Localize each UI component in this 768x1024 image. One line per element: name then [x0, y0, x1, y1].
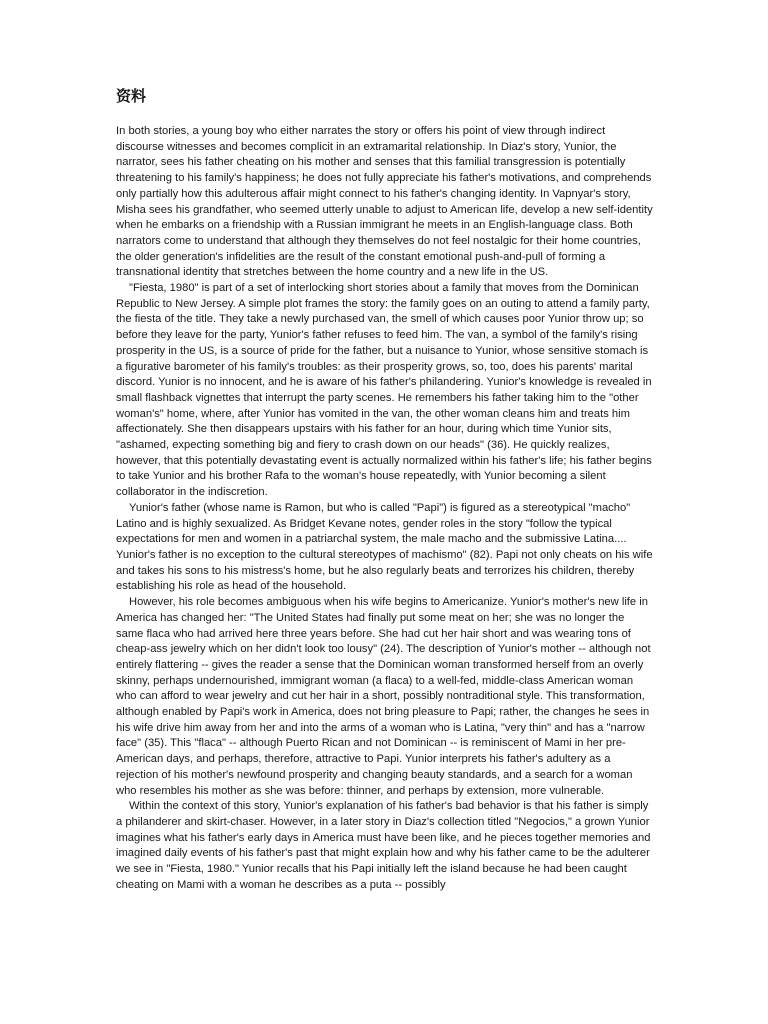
document-page: [116, 86, 654, 893]
document-body: [116, 124, 654, 893]
paragraph-4: However, his role becomes ambiguous when his wife begins to Americanize. Yunior's mother's new life in America has changed her: "The United States had finally put some meat on her; she was no longer the same flaca who had arrived here three years before. She had cut her hair short and was wearing tons of cheap-ass jewelry which on her didn't look too lousy" (24). The description of Yunior's mother -- although not entirely flattering -- gives the reader a sense that the Dominican woman transformed herself from an overly skinny, perhaps undernourished, immigrant woman (a flaca) to a well-fed, middle-class American woman who can afford to wear jewelry and cut her hair in a short, possibly nontraditional style. This transformation, although enabled by Papi's work in America, does not bring pleasure to Papi; rather, the changes he sees in his wife drive him away from her and into the arms of a woman who is Latina, "very thin" and has a "narrow face" (35). This "flaca" -- although Puerto Rican and not Dominican -- is reminiscent of Mami in her pre-American days, and perhaps, therefore, attractive to Papi. Yunior interprets his father's adultery as a rejection of his mother's newfound prosperity and changing beauty standards, and a search for a woman who resembles his mother as she was before: thinner, and perhaps by extension, more vulnerable.: [116, 596, 651, 797]
paragraph-2: "Fiesta, 1980" is part of a set of interlocking short stories about a family that moves from the Dominican Republic to New Jersey. A simple plot frames the story: the family goes on an outing to attend a family party, the fiesta of the title. They take a newly purchased van, the smell of which causes poor Yunior throw up; so before they leave for the party, Yunior's father refuses to feed him. The van, a symbol of the family's rising prosperity in the US, is a source of pride for the father, but a nuisance to Yunior, whose sensitive stomach is a figurative barometer of his family's troubles: as their prosperity grows, so, too, does his parents' marital discord. Yunior is no innocent, and he is aware of his father's philandering. Yunior's knowledge is revealed in small flashback vignettes that interrupt the party scenes. He remembers his father taking him to the "other woman's" home, where, after Yunior has vomited in the van, the other woman cleans him and treats him affectionately. She then disappears upstairs with his father for an hour, during which time Yunior sits, "ashamed, expecting something big and fiery to crash down on our heads" (36). He quickly realizes, however, that this potentially devastating event is actually normalized within his father's life; his father begins to take Yunior and his brother Rafa to the woman's house repeatedly, with Yunior becoming a silent collaborator in the indiscretion.: [116, 282, 652, 499]
document-title: 资料: [116, 87, 147, 105]
paragraph-3: Yunior's father (whose name is Ramon, but who is called "Papi") is figured as a stereotypical "macho" Latino and is highly sexualized. As Bridget Kevane notes, gender roles in the story "follow the typical expectations for men and women in a patriarchal system, the male macho and the submissive Latina.... Yunior's father is no exception to the cultural stereotypes of machismo" (82). Papi not only cheats on his wife and takes his sons to his mistress's home, but he also regularly beats and terrorizes his children, thereby establishing his role as head of the household.: [116, 501, 653, 593]
paragraph-1: In both stories, a young boy who either narrates the story or offers his point of view through indirect discourse witnesses and becomes complicit in an extramarital relationship. In Diaz's story, Yunior, the narrator, sees his father cheating on his mother and senses that this familial transgression is potentially threatening to his family's happiness; he does not fully appreciate his father's motivations, and comprehends only partially how this adulterous affair might connect to his father's changing identity. In Vapnyar's story, Misha sees his grandfather, who seemed utterly unable to adjust to American life, develop a new self-identity when he embarks on a friendship with a Russian immigrant he meets in an English-language class. Both narrators come to understand that although they themselves do not feel nostalgic for their home countries, the older generation's infidelities are the result of the constant emotional push-and-pull of forming a transnational identity that stretches between the home country and a new life in the US.: [116, 125, 653, 279]
paragraph-5: Within the context of this story, Yunior's explanation of his father's bad behavior is that his father is simply a philanderer and skirt-chaser. However, in a later story in Diaz's collection titled "Negocios," a grown Yunior imagines what his father's early days in America must have been like, and he pieces together memories and imagined daily events of his father's past that might explain how and why his father came to be the adulterer we see in "Fiesta, 1980." Yunior recalls that his Papi initially left the island because he had been caught cheating on Mami with a woman he describes as a puta -- possibly: [116, 800, 651, 891]
